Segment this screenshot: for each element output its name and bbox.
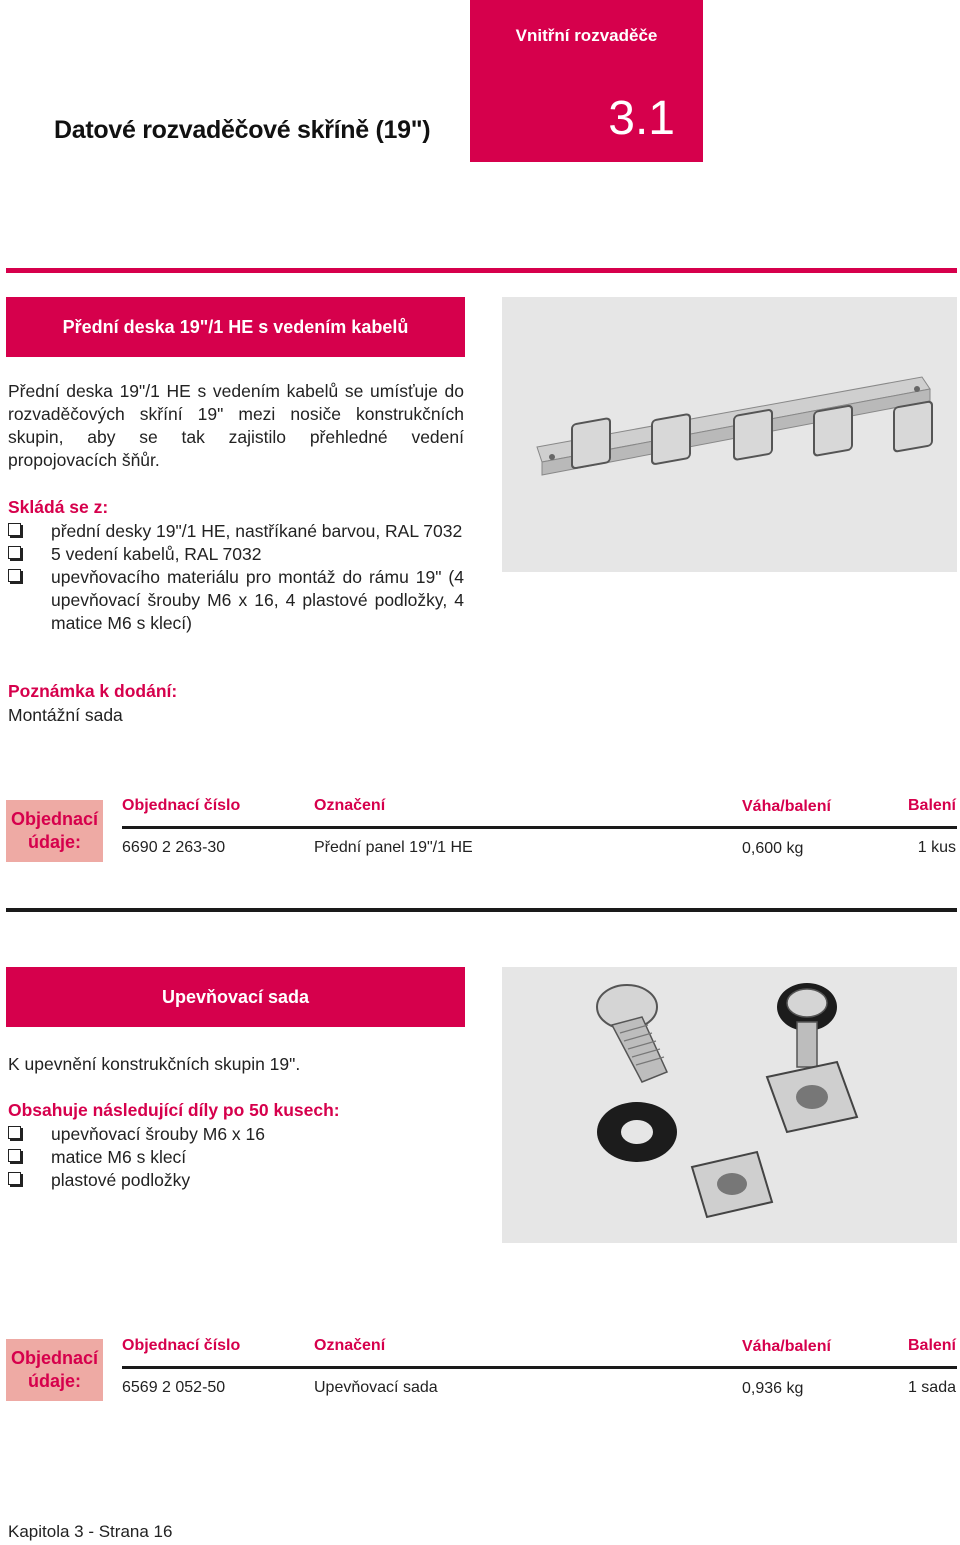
section-label: Vnitřní rozvaděče — [515, 26, 658, 45]
order-data-label: Objednací údaje: — [6, 800, 103, 862]
checkbox-bullet-icon — [8, 1172, 21, 1185]
order-table-rule — [122, 1366, 957, 1369]
components-list — [8, 520, 464, 635]
contents-list — [8, 1123, 464, 1192]
list-item: upevňovací šrouby M6 x 16 — [8, 1123, 464, 1146]
list-item: plastové podložky — [8, 1169, 464, 1192]
delivery-note-text: Montážní sada — [8, 705, 123, 725]
checkbox-bullet-icon — [8, 546, 21, 559]
section-number: 3.1 — [608, 92, 675, 145]
page-title: Datové rozvaděčové skříně (19") — [54, 116, 431, 144]
list-item: 5 vedení kabelů, RAL 7032 — [8, 543, 464, 566]
header-designation: Označení — [314, 1337, 386, 1354]
checkbox-bullet-icon — [8, 569, 21, 582]
delivery-note-label: Poznámka k dodání: — [8, 681, 178, 701]
order-data-label: Objednací údaje: — [6, 1339, 103, 1401]
mounting-kit-illustration — [502, 967, 957, 1243]
header-package: Balení — [907, 1337, 956, 1354]
checkbox-bullet-icon — [8, 1126, 21, 1139]
page-footer: Kapitola 3 - Strana 16 — [8, 1522, 173, 1541]
product-banner-mounting-kit: Upevňovací sada — [6, 967, 465, 1027]
header-order-number: Objednací číslo — [122, 797, 241, 814]
product-banner-front-panel: Přední deska 19"/1 HE s vedením kabelů — [6, 297, 465, 357]
list-item: upevňovacího materiálu pro montáž do rámu 19" (4 upevňovací šrouby M6 x 16, 4 plastové podložky, 4 matice M6 s klecí) — [8, 566, 464, 635]
order-table-rule — [122, 826, 957, 829]
components-label: Skládá se z: — [8, 497, 109, 517]
order-designation: Přední panel 19"/1 HE — [314, 839, 473, 856]
order-weight: 0,600 kg — [742, 840, 804, 857]
order-number: 6569 2 052-50 — [122, 1379, 226, 1396]
header-divider — [6, 268, 957, 273]
order-package: 1 kus — [917, 839, 956, 856]
checkbox-bullet-icon — [8, 523, 21, 536]
product-description: Přední deska 19"/1 HE s vedením kabelů se umísťuje do rozvaděčových skříní 19" mezi nosiče konstrukčních skupin, aby se tak zajistilo přehledné vedení propojovacích šňůr. — [8, 381, 464, 470]
cable-management-panel-photo — [502, 297, 957, 572]
section-divider — [6, 908, 957, 912]
header-designation: Označení — [314, 797, 386, 814]
list-item: přední desky 19"/1 HE, nastříkané barvou, RAL 7032 — [8, 520, 464, 543]
header-package: Balení — [907, 797, 956, 814]
header-order-number: Objednací číslo — [122, 1337, 241, 1354]
mounting-kit-photo — [502, 967, 957, 1243]
list-item: matice M6 s klecí — [8, 1146, 464, 1169]
contents-label: Obsahuje následující díly po 50 kusech: — [8, 1100, 340, 1120]
header-weight: Váha/balení — [742, 798, 831, 815]
order-designation: Upevňovací sada — [314, 1379, 438, 1396]
checkbox-bullet-icon — [8, 1149, 21, 1162]
order-package: 1 sada — [907, 1379, 956, 1396]
panel-illustration — [502, 297, 957, 572]
product-description: K upevnění konstrukčních skupin 19". — [8, 1054, 301, 1074]
order-number: 6690 2 263-30 — [122, 839, 226, 856]
header-weight: Váha/balení — [742, 1338, 831, 1355]
order-weight: 0,936 kg — [742, 1380, 804, 1397]
